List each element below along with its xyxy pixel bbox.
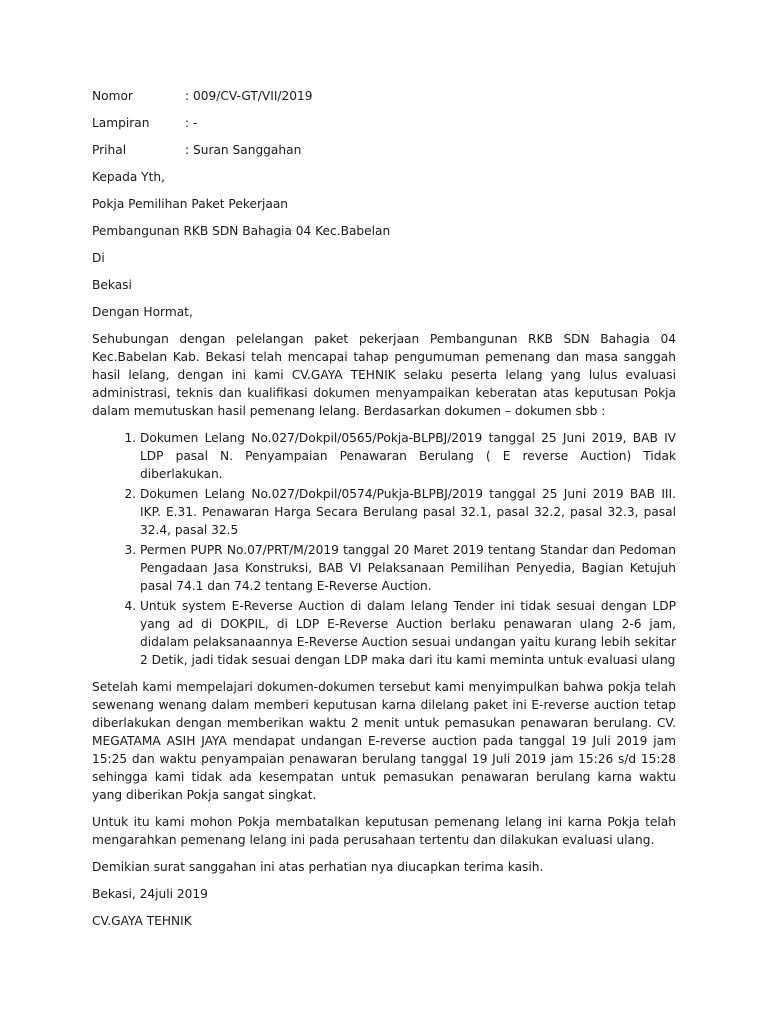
recipient-line-2: Pembangunan RKB SDN Bahagia 04 Kec.Babelan — [92, 224, 391, 238]
intro-paragraph: Sehubungan dengan pelelangan paket pekerjaan Pembangunan RKB SDN Bahagia 04 Kec.Babelan Kab. Bekasi telah mencapai tahap pengumuman pemenang dan masa sanggah hasil lelang, dengan ini kami CV.GAYA TEHNIK selaku peserta lelang yang lulus evaluasi administrasi, teknis dan kualifikasi dokumen menyampaikan keberatan atas keputusan Pokja dalam memutuskan hasil pemenang lelang. Berdasarkan dokumen – dokumen sbb : — [92, 332, 676, 418]
recipient-line-1: Pokja Pemilihan Paket Pekerjaan — [92, 197, 289, 211]
nomor-value: : 009/CV-GT/VII/2019 — [185, 89, 313, 103]
lampiran-row — [92, 114, 676, 132]
conclusion-paragraph: Setelah kami mempelajari dokumen-dokumen tersebut kami menyimpulkan bahwa pokja telah sewenang wenang dalam memberi keputusan karna dilelang paket ini E-reverse auction tetap diberlakukan dengan memberikan waktu 2 menit untuk pemasukan penawaran berulang. CV. MEGATAMA ASIH JAYA mendapat undangan E-reverse auction pada tanggal 19 Juli 2019 jam 15:25 dan waktu penyampaian penawaran berulang tanggal 19 Juli 2019 jam 15:26 s/d 15:28 sehingga kami tidak ada kesempatan untuk pemasukan penawaran berulang karna waktu yang diberikan Pokja sangat singkat. — [92, 680, 676, 802]
prihal-row — [92, 141, 676, 159]
nomor-row — [92, 87, 676, 105]
list-item: 2. Dokumen Lelang No.027/Dokpil/0574/Pukja-BLPBJ/2019 tanggal 25 Juni 2019 BAB III. IKP. E.31. Penawaran Harga Secara Berulang pasal 32.1, pasal 32.2, pasal 32.3, pasal 32.4, pasal 32.5 — [140, 485, 676, 539]
letter-body — [92, 87, 676, 939]
document-list — [92, 429, 676, 669]
signatory: CV.GAYA TEHNIK — [92, 914, 192, 928]
list-item: 4. Untuk system E-Reverse Auction di dalam lelang Tender ini tidak sesuai dengan LDP yang ad di DOKPIL, di LDP E-Reverse Auction berlaku penawaran ulang 2-6 jam, didalam pelaksanaannya E-Reverse Auction sesuai undangan yaitu kurang lebih sekitar 2 Detik, jadi tidak sesuai dengan LDP maka dari itu kami meminta untuk evaluasi ulang — [140, 597, 676, 669]
greeting-to: Kepada Yth, — [92, 170, 165, 184]
lampiran-value: : - — [185, 116, 198, 130]
prihal-value: : Suran Sanggahan — [185, 143, 302, 157]
salutation: Dengan Hormat, — [92, 305, 193, 319]
recipient-line-3: Di — [92, 251, 105, 265]
lampiran-label: Lampiran — [92, 116, 150, 130]
closing-paragraph: Demikian surat sanggahan ini atas perhatian nya diucapkan terima kasih. — [92, 860, 544, 874]
list-item: 1. Dokumen Lelang No.027/Dokpil/0565/Pokja-BLPBJ/2019 tanggal 25 Juni 2019, BAB IV LDP pasal N. Penyampaian Penawaran Berulang ( E reverse Auction) Tidak diberlakukan. — [140, 429, 676, 483]
prihal-label: Prihal — [92, 143, 127, 157]
list-item: 3. Permen PUPR No.07/PRT/M/2019 tanggal 20 Maret 2019 tentang Standar dan Pedoman Pengadaan Jasa Konstruksi, BAB VI Pelaksanaan Pemilihan Penyedia, Bagian Ketujuh pasal 74.1 dan 74.2 tentang E-Reverse Auction. — [140, 541, 676, 595]
nomor-label: Nomor — [92, 89, 133, 103]
place-date: Bekasi, 24juli 2019 — [92, 887, 208, 901]
request-paragraph: Untuk itu kami mohon Pokja membatalkan keputusan pemenang lelang ini karna Pokja telah mengarahkan pemenang lelang ini pada perusahaan tertentu dan dilakukan evaluasi ulang. — [92, 815, 676, 847]
recipient-line-4: Bekasi — [92, 278, 132, 292]
